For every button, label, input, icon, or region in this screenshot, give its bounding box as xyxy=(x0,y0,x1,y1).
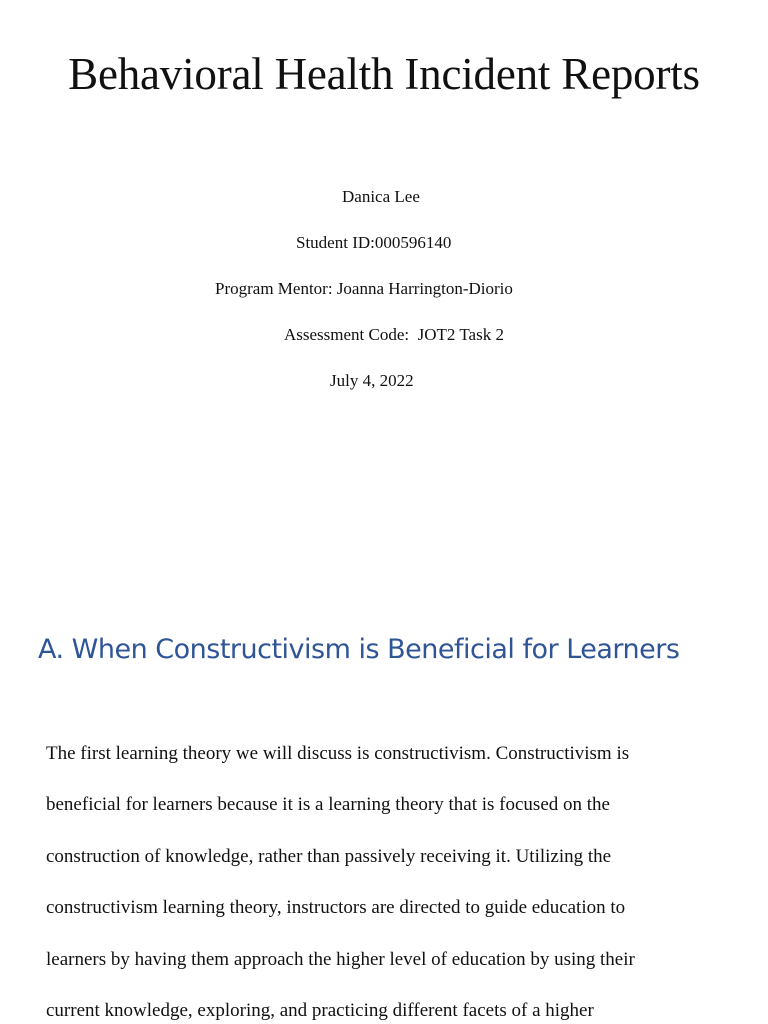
paragraph-line: The first learning theory we will discuss is constructivism. Constructivism is xyxy=(46,743,630,764)
body-paragraph xyxy=(46,740,726,1024)
assessment-code: Assessment Code: JOT2 Task 2 xyxy=(284,325,504,344)
student-id: Student ID:000596140 xyxy=(296,233,452,252)
paragraph-line: beneficial for learners because it is a learning theory that is focused on the xyxy=(46,794,610,816)
section-heading: A. When Constructivism is Beneficial for Learners xyxy=(38,634,680,665)
document-title: Behavioral Health Incident Reports xyxy=(68,49,700,99)
author-name: Danica Lee xyxy=(342,187,420,206)
paragraph-line: learners by having them approach the higher level of education by using their xyxy=(46,948,635,970)
paragraph-line: construction of knowledge, rather than passively receiving it. Utilizing the xyxy=(46,845,612,867)
paragraph-line: constructivism learning theory, instructors are directed to guide education to xyxy=(46,897,626,919)
paragraph-line: current knowledge, exploring, and practicing different facets of a higher xyxy=(46,999,594,1021)
program-mentor: Program Mentor: Joanna Harrington-Diorio xyxy=(215,279,513,298)
document-date: July 4, 2022 xyxy=(330,371,414,390)
